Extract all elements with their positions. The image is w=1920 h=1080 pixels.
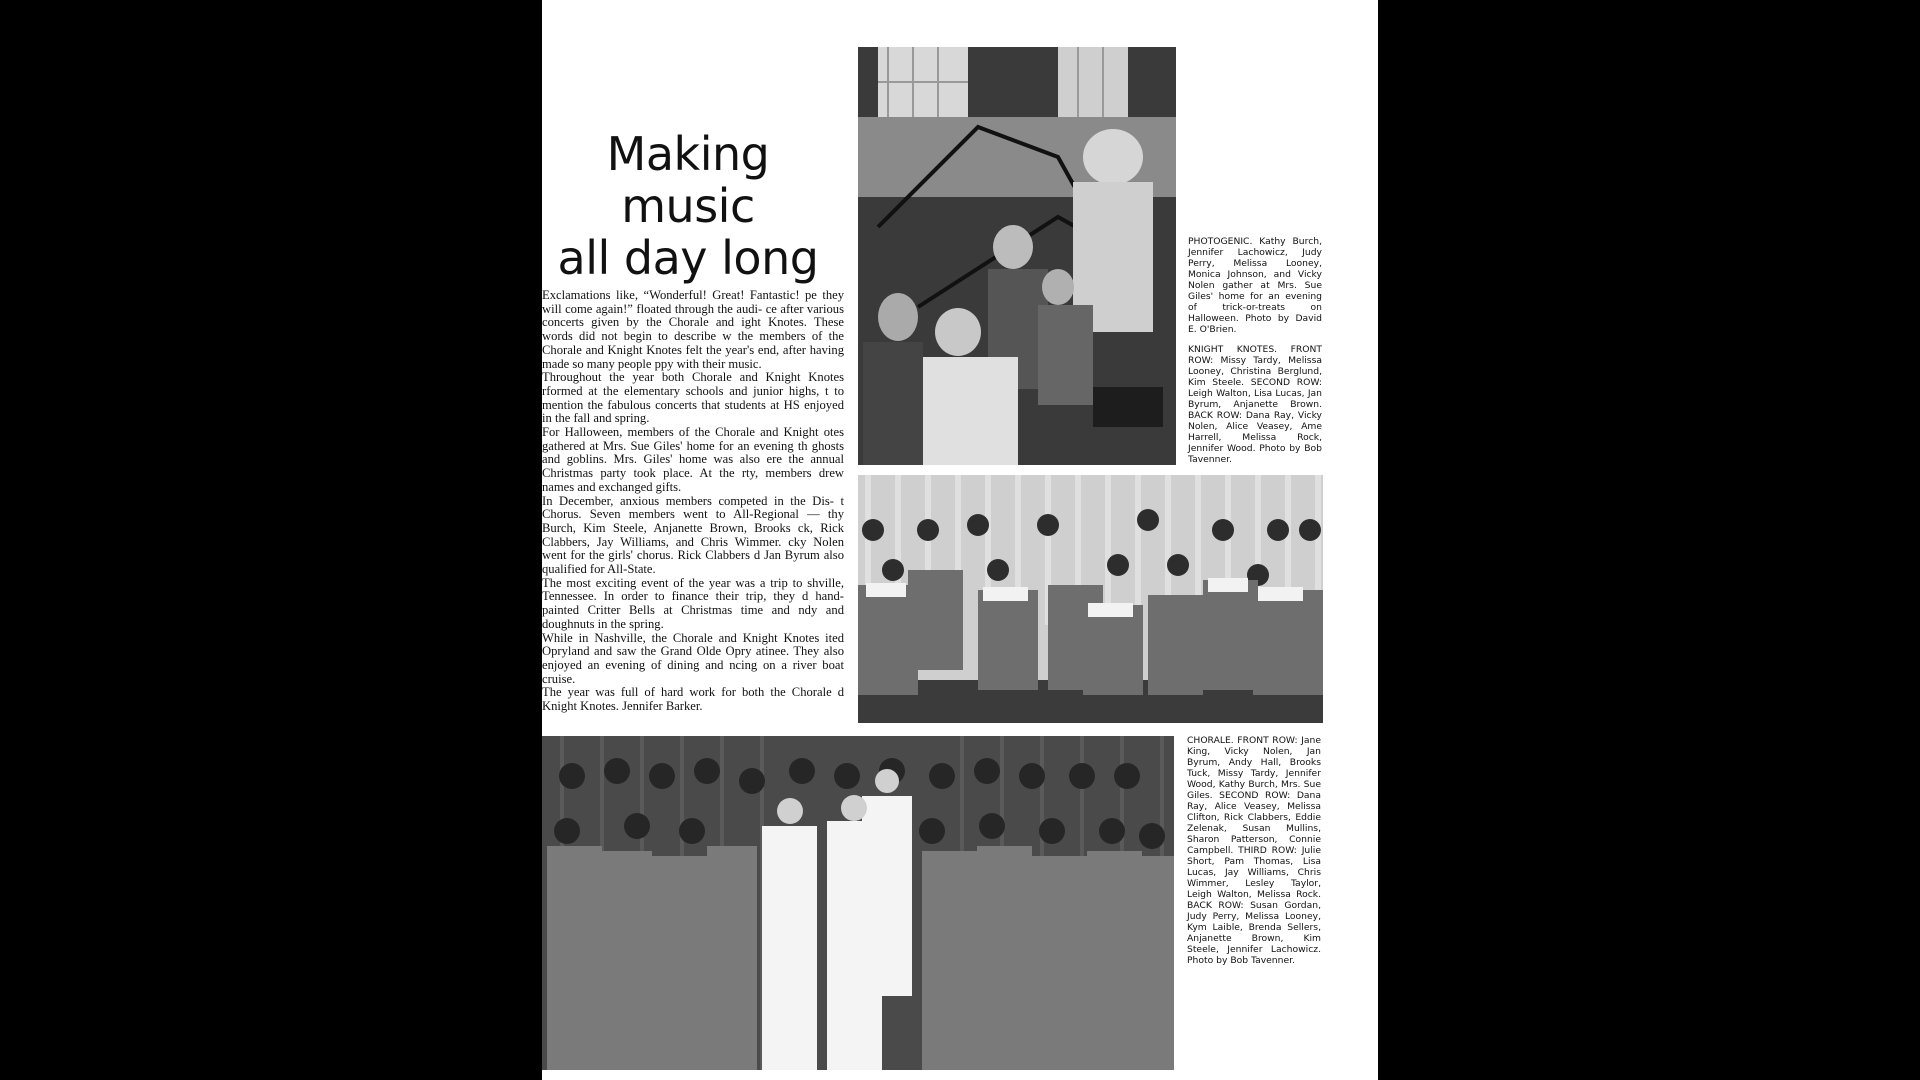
yearbook-page	[542, 0, 1378, 1080]
caption-knight-knotes-text: KNIGHT KNOTES. FRONT ROW: Missy Tardy, Melissa Looney, Christina Berglund, Kim Steele. SECOND ROW: Leigh Walton, Lisa Lucas, Jan Byrum, Anjanette Brown. BACK ROW: Dana Ray, Vicky Nolen, Alice Veasey, Ame Harrell, Melissa Rock, Jennifer Wood. Photo by Bob Tavenner.	[1188, 344, 1322, 465]
page-headline	[542, 128, 834, 284]
knight-knotes-group-photo	[858, 475, 1323, 723]
caption-photogenic-text: PHOTOGENIC. Kathy Burch, Jennifer Lachowicz, Judy Perry, Melissa Looney, Monica Johnson, and Vicky Nolen gather at Mrs. Sue Giles' home for an evening of trick-or-treats on Halloween. Photo by David E. O'Brien.	[1188, 236, 1322, 335]
caption-chorale	[1187, 735, 1321, 975]
headline-line-3: all day long	[557, 231, 819, 285]
article-paragraph: In December, anxious members competed in the Dis- t Chorus. Seven members went to All-Regional — thy Burch, Kim Steele, Anjanette Brown, Brooks ck, Rick Clabbers, Jay Williams, and Chris Wimmer. cky Nolen went for the girls' chorus. Rick Clabbers d Jan Byrum also qualified for All-State.	[542, 493, 844, 577]
caption-chorale-text: CHORALE. FRONT ROW: Jane King, Vicky Nolen, Jan Byrum, Andy Hall, Brooks Tuck, Missy Tardy, Jennifer Wood, Kathy Burch, Mrs. Sue Giles. SECOND ROW: Dana Ray, Alice Veasey, Melissa Clifton, Rick Clabbers, Eddie Zelenak, Susan Mullins, Sharon Patterson, Connie Campbell. THIRD ROW: Julie Short, Pam Thomas, Lisa Lucas, Jay Williams, Chris Wimmer, Lesley Taylor, Leigh Walton, Melissa Rock. BACK ROW: Susan Gordan, Judy Perry, Melissa Looney, Kym Laible, Brenda Sellers, Anjanette Brown, Kim Steele, Jennifer Lachowicz. Photo by Bob Tavenner.	[1187, 735, 1321, 966]
chorale-group-photo	[542, 736, 1174, 1070]
caption-photogenic	[1188, 236, 1322, 474]
article-paragraph: For Halloween, members of the Chorale and Knight otes gathered at Mrs. Sue Giles' home for an evening th ghosts and goblins. Mrs. Giles' home was also ere the annual Christmas party took place. At the rty, members drew names and exchanged gifts.	[542, 425, 844, 494]
article-body	[542, 289, 844, 714]
headline-line-2: music	[621, 179, 755, 233]
halloween-group-photo	[858, 47, 1176, 465]
article-paragraph: While in Nashville, the Chorale and Knight Knotes ited Opryland and saw the Grand Olde Opry atinee. They also enjoyed an evening of dining and ncing on a river boat cruise.	[542, 630, 844, 686]
article-paragraph: The most exciting event of the year was a trip to shville, Tennessee. In order to finance their trip, they d hand-painted Critter Bells at Christmas time and ndy and doughnuts in the spring.	[542, 575, 844, 631]
headline-line-1: Making	[606, 127, 770, 181]
article-paragraph: Throughout the year both Chorale and Knight Knotes rformed at the elementary schools and junior highs, t to mention the fabulous concerts that students at HS enjoyed in the fall and spring.	[542, 370, 844, 426]
article-paragraph: The year was full of hard work for both the Chorale d Knight Knotes. Jennifer Barker.	[542, 685, 844, 714]
article-paragraph: Exclamations like, “Wonderful! Great! Fantastic! pe they will come again!” floated through the audi- ce after various concerts given by the Chorale and ight Knotes. These words did not begin to describe w the members of the Chorale and Knight Knotes felt the year's end, after having made so many people ppy with their music.	[542, 288, 844, 371]
